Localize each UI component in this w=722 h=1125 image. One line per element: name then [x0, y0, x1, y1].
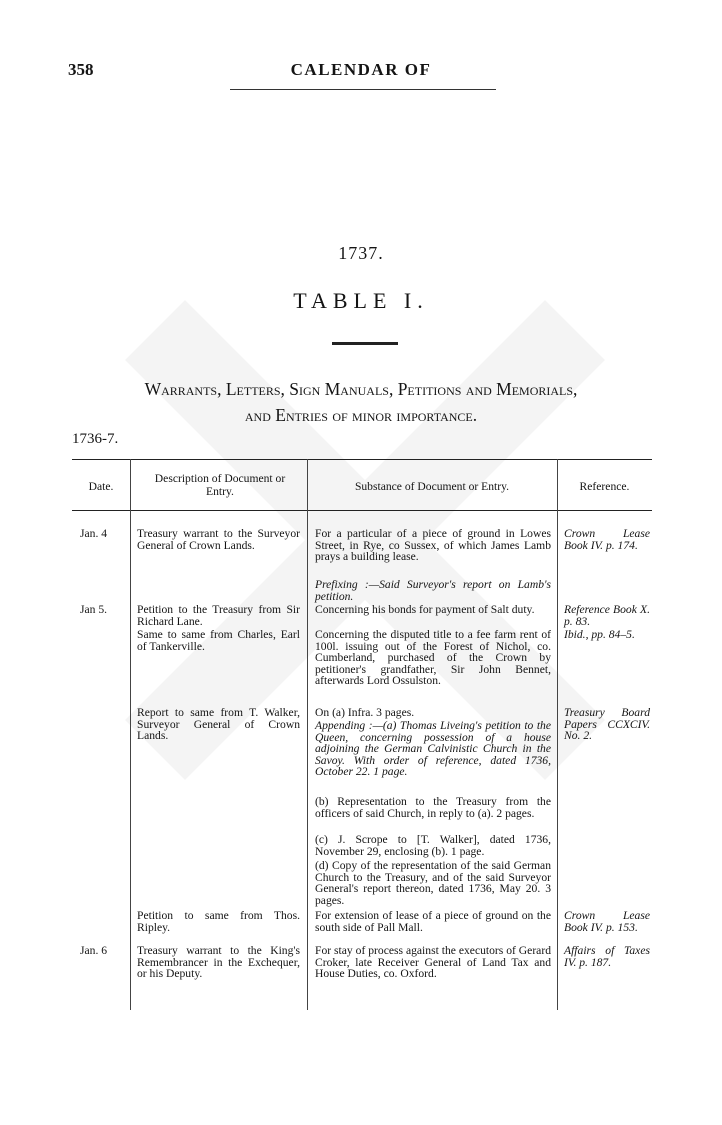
- row-5-reference: Crown Lease Book IV. p. 153.: [564, 909, 650, 934]
- table-title: TABLE I.: [293, 288, 429, 313]
- row-1-description: Treasury warrant to the Surveyor General of Crown Lands.: [137, 527, 300, 552]
- row-5-description: Petition to same from Thos. Ripley.: [137, 909, 300, 934]
- row-3-description: Same to same from Charles, Earl of Tankerville.: [137, 628, 300, 653]
- section-heading-line-1: Warrants, Letters, Sign Manuals, Petitions and Memorials,: [144, 379, 578, 399]
- table-top-rule: [72, 459, 652, 460]
- table-header-rule: [72, 510, 652, 511]
- row-6-reference: Affairs of Taxes IV. p. 187.: [564, 944, 650, 969]
- row-1-date: Jan. 4: [80, 527, 108, 540]
- row-4-substance: On (a) Infra. 3 pages.: [315, 706, 415, 719]
- year-range: 1736-7.: [72, 431, 119, 447]
- column-header-substance: Substance of Document or Entry.: [354, 480, 510, 493]
- column-divider-3: [557, 459, 558, 1010]
- row-4-reference: Treasury Board Papers CCXCIV. No. 2.: [564, 706, 650, 743]
- page-number: 358: [68, 60, 94, 79]
- row-6-description: Treasury warrant to the King's Remembrancer in the Exchequer, or his Deputy.: [137, 944, 300, 981]
- row-3-reference: Ibid., pp. 84–5.: [564, 628, 635, 641]
- row-6-substance: For stay of process against the executors of Gerard Croker, late Receiver General of Land Tax and House Duties, co. Oxford.: [315, 944, 551, 981]
- row-4-item-c: (c) J. Scrope to [T. Walker], dated 1736, November 29, enclosing (b). 1 page.: [315, 833, 551, 858]
- column-header-reference: Reference.: [579, 480, 630, 493]
- section-heading-line-2: and Entries of minor importance.: [244, 405, 478, 425]
- row-2-substance: Concerning his bonds for payment of Salt duty.: [315, 603, 535, 616]
- header-rule: [230, 89, 496, 90]
- running-title: CALENDAR OF: [290, 60, 432, 79]
- row-4-item-b: (b) Representation to the Treasury from the officers of said Church, in reply to (a). 2 pages.: [315, 795, 551, 820]
- row-6-date: Jan. 6: [80, 944, 108, 957]
- row-4-substance-note: Appending :—(a) Thomas Liveing's petition to the Queen, concerning possession of a house adjoining the German Calvinistic Church in the Savoy. With order of reference, dated 1736, October 22. 1 page.: [315, 719, 551, 779]
- row-3-substance: Concerning the disputed title to a fee farm rent of 100l. issuing out of the Forest of Nichol, co. Cumberland, purchased of the Crown by petitioner's grandfather, Sir John Bennet, afterwards Lord Ossulston.: [315, 628, 551, 688]
- row-5-substance: For extension of lease of a piece of ground on the south side of Pall Mall.: [315, 909, 551, 934]
- year-heading: 1737.: [338, 243, 384, 263]
- row-2-date: Jan 5.: [80, 603, 108, 616]
- section-heading: [0, 376, 722, 428]
- row-1-reference: Crown Lease Book IV. p. 174.: [564, 527, 650, 552]
- row-1-substance-note: Prefixing :—Said Surveyor's report on Lamb's petition.: [315, 578, 551, 603]
- row-4-item-d: (d) Copy of the representation of the said German Church to the Treasury, and of the said Surveyor General's report thereon, dated 1736, May 20. 3 pages.: [315, 859, 551, 907]
- row-4-description: Report to same from T. Walker, Surveyor General of Crown Lands.: [137, 706, 300, 743]
- column-header-description: Description of Document or Entry.: [154, 472, 286, 498]
- row-2-description: Petition to the Treasury from Sir Richard Lane.: [137, 603, 300, 628]
- row-1-substance: For a particular of a piece of ground in Lowes Street, in Rye, co Sussex, of which James Lamb prays a building lease.: [315, 527, 551, 564]
- column-divider-1: [130, 459, 131, 1010]
- title-rule: [332, 342, 398, 345]
- column-divider-2: [307, 459, 308, 1010]
- row-2-reference: Reference Book X. p. 83.: [564, 603, 650, 628]
- column-header-date: Date.: [88, 480, 114, 493]
